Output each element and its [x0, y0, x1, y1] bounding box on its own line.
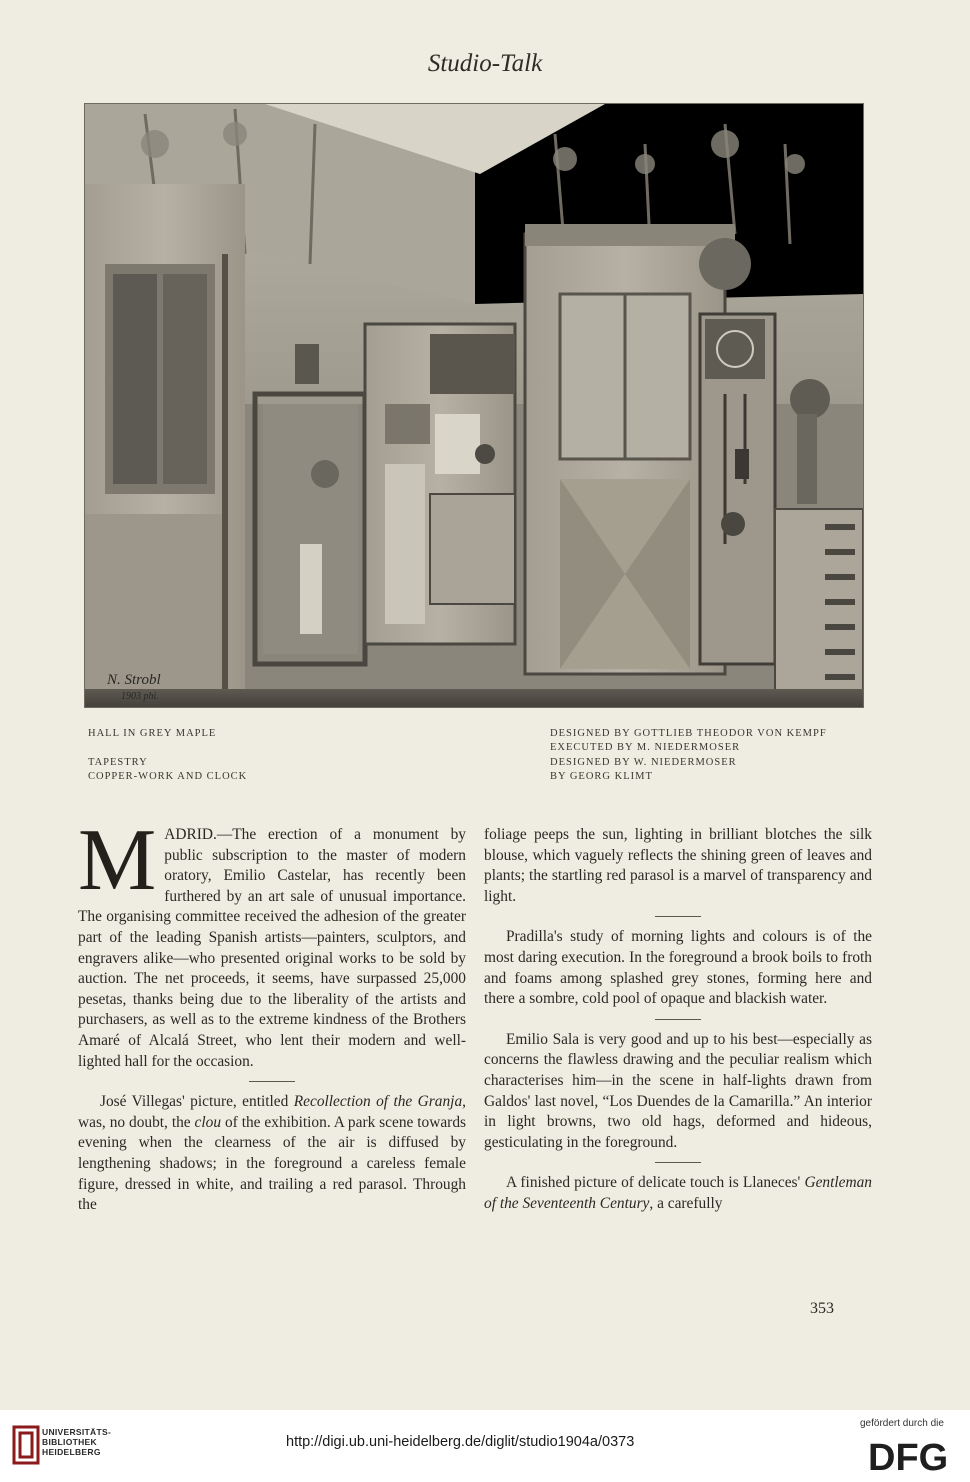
section-divider — [655, 916, 701, 917]
hall-interior-illustration — [85, 104, 863, 707]
article-column-right — [484, 825, 872, 1215]
paragraph-villegas-text-a: José Villegas' picture, entitled — [100, 1093, 294, 1111]
caption-left-line-2: TAPESTRY — [88, 757, 148, 768]
page-title: Studio-Talk — [427, 50, 543, 77]
paragraph-madrid — [78, 812, 466, 1072]
paragraph-madrid-text: ADRID.—The erection of a monument by public subscription to the master of modern oratory, Emilio Castelar, has recently been furthered by an art sale of unusual importance. The organising committee received the adhesion of the greater part of the leading Spanish artists—painters, sculptors, and engravers alike—who presented original works to be sold by auction. The net proceeds, it seems, have surpassed 25,000 pesetas, thanks being due to the liberality of the artists and purchasers, as well as to the extreme kindness of the Brothers Amaré of Alcalá Street, who lent their modern and well-lighted hall for the occasion. — [78, 826, 466, 1070]
library-name-line-1: UNIVERSITÄTS- — [42, 1427, 112, 1437]
funding-note: gefördert durch die — [860, 1418, 944, 1429]
word-clou: clou — [194, 1113, 222, 1131]
paragraph-villegas — [78, 1092, 466, 1216]
library-name-line-3: HEIDELBERG — [42, 1447, 101, 1457]
dfg-logo — [866, 1436, 962, 1478]
section-divider — [655, 1019, 701, 1020]
dfg-logo-icon — [866, 1436, 962, 1474]
paragraph-villegas-text-c: of the exhibition. A park scene towards evening when the clearness of the air is diffused by lengthening shadows; in the foreground a careless female figure, dressed in white, and trailing a red parasol. Through the — [78, 1113, 466, 1214]
library-emblem-icon — [12, 1425, 40, 1465]
picture-title-gentleman: Gentleman of the Seventeenth Century — [484, 1174, 872, 1212]
section-divider — [655, 1162, 701, 1163]
article-column-left — [78, 812, 466, 1216]
caption-right-line-4: BY GEORG KLIMT — [550, 771, 653, 782]
section-divider — [249, 1081, 295, 1082]
paragraph-foliage: foliage peeps the sun, lighting in brilliant blotches the silk blouse, which vaguely reflects the shining green of leaves and plants; the startling red parasol is a marvel of transparency and light. — [484, 826, 872, 905]
drop-cap: M — [78, 812, 157, 909]
library-name — [42, 1427, 111, 1457]
paragraph-llaneces-text-a: A finished picture of delicate touch is Llaneces' — [506, 1174, 805, 1192]
paragraph-villegas-text-b: , was, no doubt, the — [78, 1093, 466, 1131]
interior-photograph — [84, 103, 864, 708]
caption-left-line-1: HALL IN GREY MAPLE — [88, 728, 217, 739]
digitization-footer — [0, 1410, 970, 1482]
caption-right-line-3: DESIGNED BY W. NIEDERMOSER — [550, 757, 737, 768]
digitization-url-link[interactable]: http://digi.ub.uni-heidelberg.de/diglit/studio1904a/0373 — [286, 1434, 635, 1450]
picture-title-recollection: Recollection of the Granja — [293, 1093, 463, 1111]
dfg-logo-text: DFG — [868, 1437, 949, 1474]
paragraph-sala: Emilio Sala is very good and up to his best—especially as concerns the flawless drawing and the peculiar realism which characterises him—in the scene in half-lights drawn from Galdos' last novel, “Los Duendes de la Camarilla.” An interior in light browns, two old hags, deformed and hideous, gesticulating in the foreground. — [484, 1030, 872, 1151]
paragraph-llaneces-text-b: , a carefully — [649, 1194, 723, 1212]
photographer-signature-date: 1903 phi. — [121, 691, 159, 702]
page-number: 353 — [810, 1300, 834, 1317]
photographer-signature: N. Strobl — [107, 672, 161, 688]
caption-left-line-3: COPPER-WORK AND CLOCK — [88, 771, 248, 782]
caption-right-line-1: DESIGNED BY GOTTLIEB THEODOR VON KEMPF — [550, 728, 827, 739]
paragraph-llaneces — [484, 1173, 872, 1214]
paragraph-pradilla: Pradilla's study of morning lights and colours is of the most daring execution. In the foreground a brook boils to froth and foams among splashed grey stones, forming here and there a sombre, cold pool of opaque and blackish water. — [484, 928, 872, 1008]
caption-right-line-2: EXECUTED BY M. NIEDERMOSER — [550, 742, 741, 753]
library-name-line-2: BIBLIOTHEK — [42, 1437, 97, 1447]
